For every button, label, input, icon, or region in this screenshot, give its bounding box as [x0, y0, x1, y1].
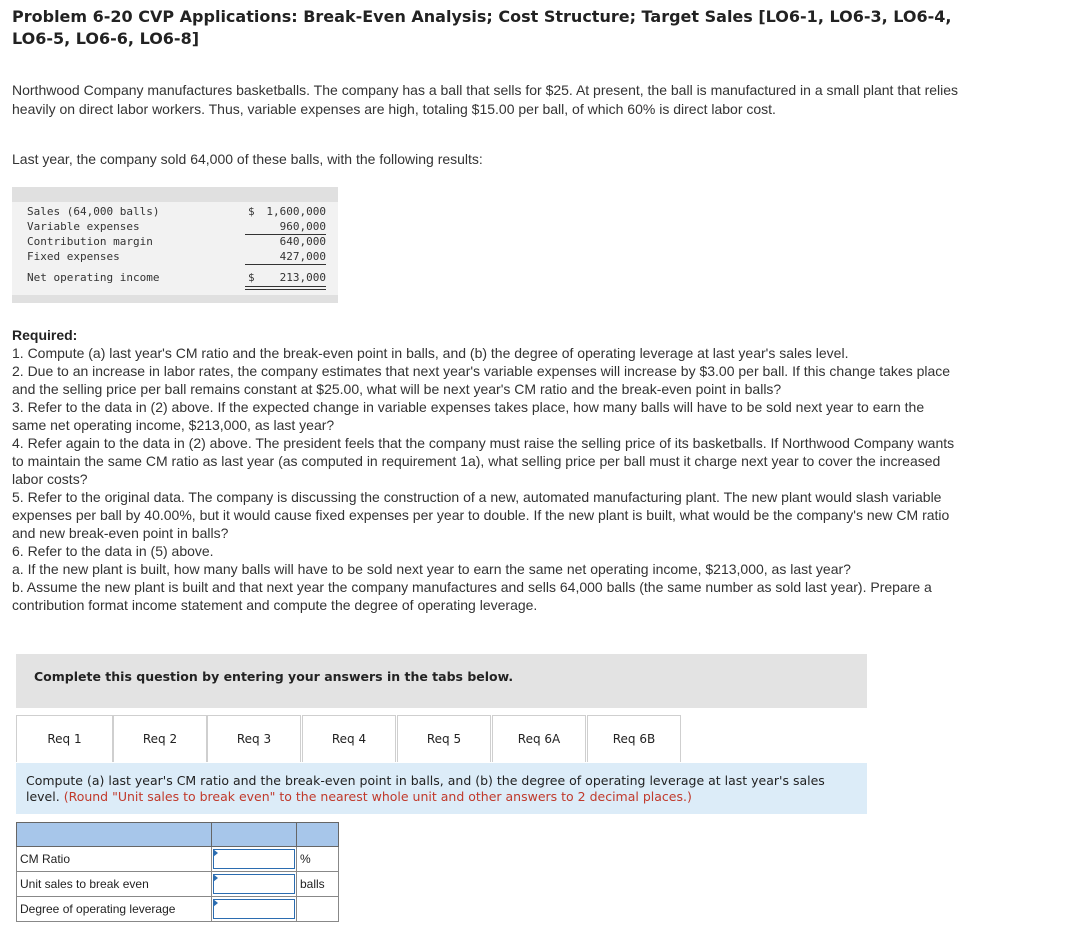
- tab-req-4[interactable]: Req 4: [302, 715, 396, 762]
- tab-req-6b[interactable]: Req 6B: [587, 715, 681, 762]
- tab-req-3[interactable]: Req 3: [207, 715, 301, 762]
- answer-unit: %: [300, 852, 311, 866]
- income-row-fixed-expenses: [12, 249, 338, 264]
- input-flag-icon: [213, 849, 218, 857]
- requirement-item: 5. Refer to the original data. The company is discussing the construction of a new, automated manufacturing plant. The new plant would slash variable expenses per ball by 40.00%, but it would cause fixed expenses per year to double. If the new plant is built, what would be the company's new CM ratio and new break-even point in balls?: [12, 489, 950, 541]
- answer-row-break-even-units: [16, 872, 339, 897]
- requirement-item: b. Assume the new plant is built and that next year the company manufactures and sells 64,000 balls (the same number as sold last year). Prepare a contribution format income statement and compute the degree of operating leverage.: [12, 579, 932, 613]
- cell-divider: [211, 897, 212, 921]
- problem-title: Problem 6-20 CVP Applications: Break-Even Analysis; Cost Structure; Target Sales [LO6-1, LO6-3, LO6-4, LO6-5, LO6-6, LO6-8]: [12, 7, 952, 48]
- dollar-sign: $: [248, 205, 255, 218]
- intro-paragraph: Northwood Company manufactures basketballs. The company has a ball that sells for $25. At present, the ball is manufactured in a small plant that relies heavily on direct labor workers. Thus, variable expenses are high, totaling $15.00 per ball, of which 60% is direct labor cost.: [12, 82, 959, 117]
- dollar-sign: $: [248, 271, 255, 284]
- input-flag-icon: [213, 899, 218, 907]
- rounding-hint: (Round "Unit sales to break even" to the nearest whole unit and other answers to 2 decimal places.): [63, 789, 692, 804]
- row-label: Contribution margin: [27, 235, 153, 248]
- answer-unit: balls: [300, 877, 325, 891]
- income-row-net-operating-income: [12, 270, 338, 285]
- required-list: [12, 344, 962, 614]
- break-even-units-input[interactable]: [213, 874, 295, 894]
- requirement-item: 1. Compute (a) last year's CM ratio and the break-even point in balls, and (b) the degree of operating leverage at last year's sales level.: [12, 345, 849, 361]
- question-content: [26, 773, 846, 805]
- requirement-item: a. If the new plant is built, how many balls will have to be sold next year to earn the same net operating income, $213,000, as last year?: [12, 561, 851, 577]
- answer-label: CM Ratio: [20, 852, 71, 866]
- required-heading: Required:: [12, 327, 78, 343]
- operating-leverage-input[interactable]: [213, 899, 295, 919]
- answer-table-header: [16, 822, 339, 847]
- instruction-banner: [16, 654, 867, 708]
- answer-label: Unit sales to break even: [20, 877, 149, 891]
- table-top-bar: [12, 187, 338, 202]
- answer-row-cm-ratio: [16, 847, 339, 872]
- table-bottom-bar: [12, 295, 338, 303]
- input-flag-icon: [213, 874, 218, 882]
- underline: [245, 264, 326, 265]
- cm-ratio-input[interactable]: [213, 849, 295, 869]
- tab-req-5[interactable]: Req 5: [397, 715, 491, 762]
- double-underline: [245, 286, 326, 287]
- cell-divider: [211, 847, 212, 871]
- requirement-item: 6. Refer to the data in (5) above.: [12, 543, 214, 559]
- answer-label: Degree of operating leverage: [20, 902, 176, 916]
- requirement-item: 2. Due to an increase in labor rates, the company estimates that next year's variable expenses will increase by $3.00 per ball. If this change takes place and the selling price per ball remains constant at $25.00, what will be next year's CM ratio and the break-even point in balls?: [12, 363, 951, 397]
- row-label: Fixed expenses: [27, 250, 120, 263]
- cell-divider: [296, 872, 297, 896]
- tab-req-2[interactable]: Req 2: [113, 715, 207, 762]
- instruction-text: Complete this question by entering your answers in the tabs below.: [34, 669, 514, 684]
- question-box: [16, 763, 867, 814]
- income-row-variable-expenses: [12, 219, 338, 234]
- row-label: Variable expenses: [27, 220, 140, 233]
- tab-req-6a[interactable]: Req 6A: [492, 715, 586, 762]
- income-row-contribution-margin: [12, 234, 338, 249]
- cell-divider: [296, 897, 297, 921]
- requirement-item: 4. Refer again to the data in (2) above. The president feels that the company must raise the selling price of its basketballs. If Northwood Company wants to maintain the same CM ratio as last year (as computed in requirement 1a), what selling price per ball must it charge next year to cover the increased labor costs?: [12, 435, 955, 487]
- row-label: Net operating income: [27, 271, 160, 284]
- row-value: 427,000: [279, 250, 326, 263]
- row-value: 213,000: [279, 271, 326, 284]
- cell-divider: [211, 872, 212, 896]
- row-label: Sales (64,000 balls): [27, 205, 160, 218]
- income-row-sales: [12, 204, 338, 219]
- last-year-paragraph: Last year, the company sold 64,000 of these balls, with the following results:: [12, 151, 483, 167]
- income-statement-table: [12, 187, 338, 303]
- header-divider: [296, 823, 297, 846]
- header-divider: [211, 823, 212, 846]
- row-value: 640,000: [279, 235, 326, 248]
- cell-divider: [296, 847, 297, 871]
- row-value: 960,000: [279, 220, 326, 233]
- requirement-item: 3. Refer to the data in (2) above. If the expected change in variable expenses takes place, how many balls will have to be sold next year to earn the same net operating income, $213,000, as last year?: [12, 399, 925, 433]
- answer-row-operating-leverage: [16, 897, 339, 922]
- row-value: 1,600,000: [266, 205, 326, 218]
- question-text: Compute (a) last year's CM ratio and the break-even point in balls, and (b) the degree of operating leverage at last year's sales level.: [26, 773, 825, 804]
- tab-req-1[interactable]: Req 1: [16, 715, 113, 762]
- double-underline: [245, 289, 326, 290]
